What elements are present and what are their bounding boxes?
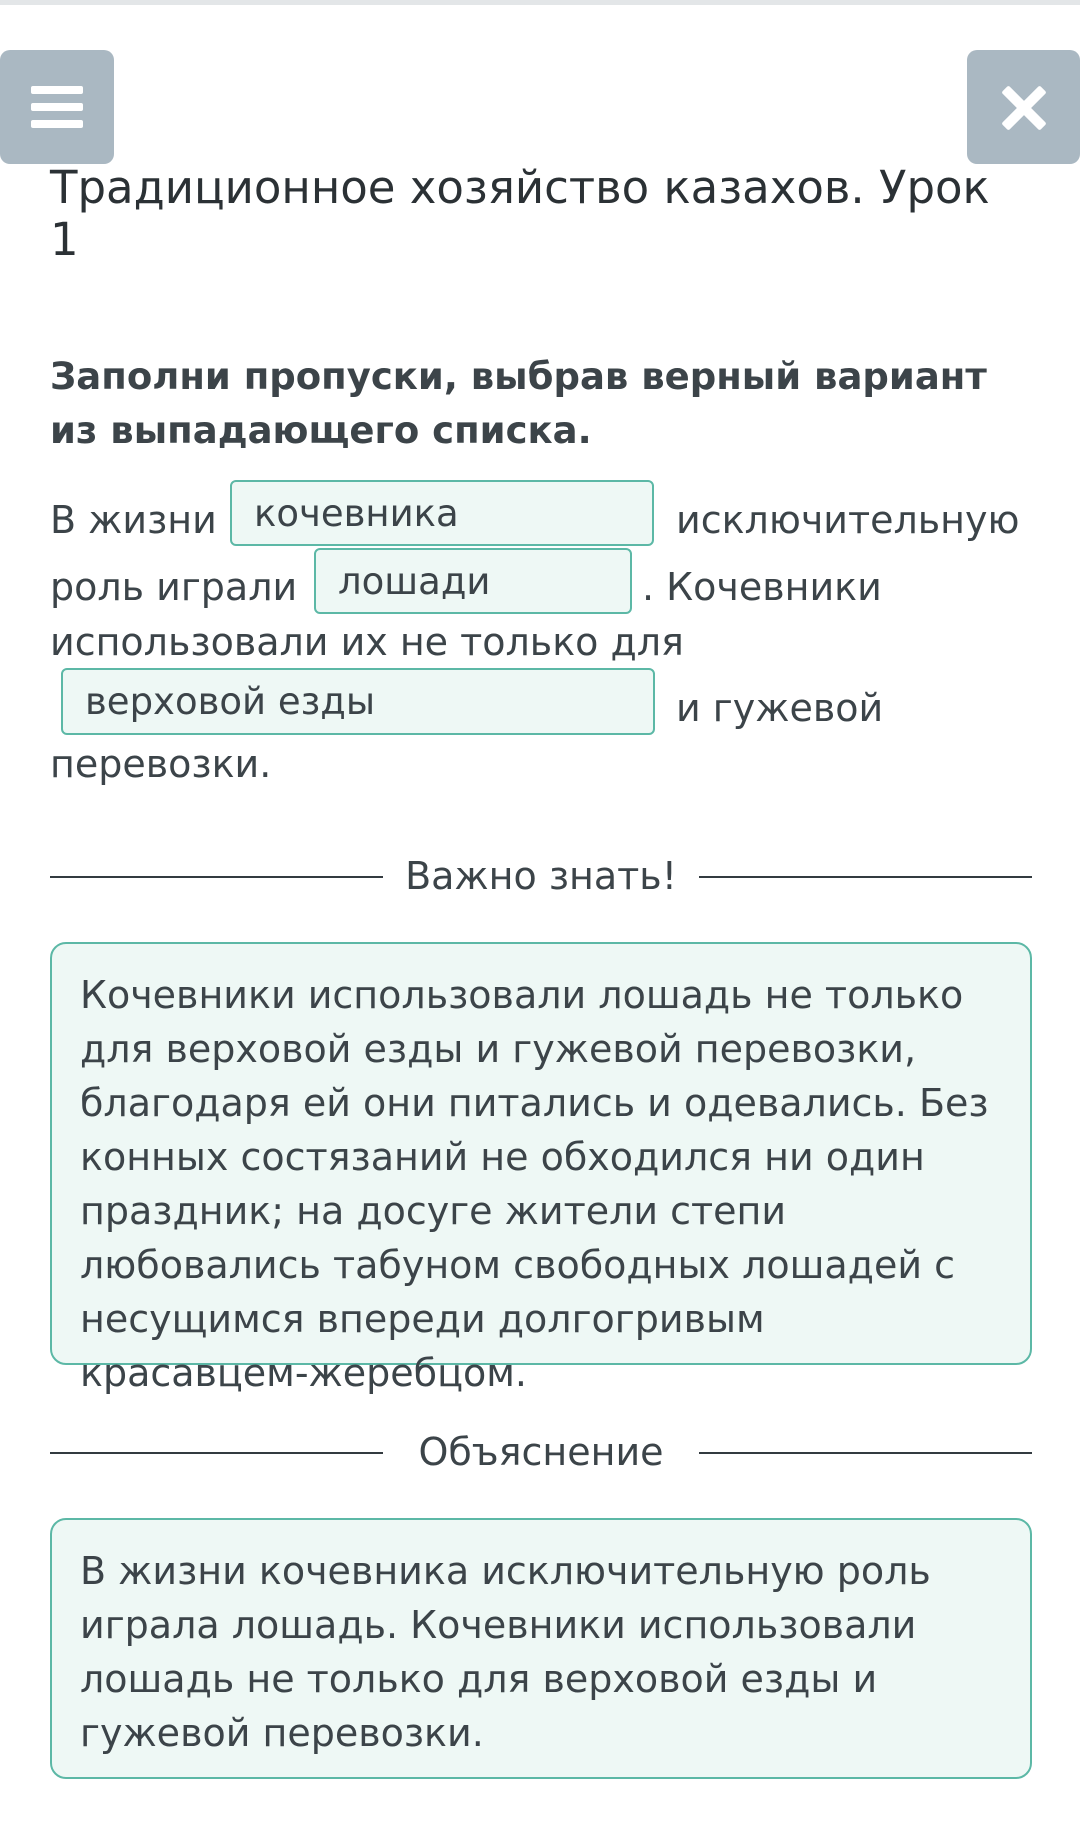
close-icon [1001,84,1047,130]
sentence-text-5: использовали их не только для [50,620,684,664]
divider-line-left [50,1452,383,1454]
sentence-text-4: . Кочевники [642,565,882,609]
sentence-text-7: перевозки. [50,742,272,786]
divider-line-right [699,1452,1032,1454]
page-title: Традиционное хозяйство казахов. Урок 1 [50,161,990,266]
sentence-text-2: исключительную [676,498,1020,542]
explanation-divider [50,1428,1032,1476]
divider-line-right [699,876,1032,878]
top-border [0,0,1080,5]
important-heading: Важно знать! [405,854,677,898]
explanation-heading: Объяснение [418,1430,664,1474]
explanation-box [50,1518,1032,1779]
close-button[interactable] [967,50,1080,164]
menu-button[interactable] [0,50,114,164]
hamburger-menu-icon [31,86,83,128]
important-text: Кочевники использовали лошадь не только для верховой езды и гужевой перевозки, благодаря ей они питались и одевались. Без конных состязаний не обходился ни один праздник; на досуге жители степи любовались табуном свободных лошадей с несущимся впереди долгогривым красавцем-жеребцом. [80,973,989,1395]
divider-line-left [50,876,383,878]
blank-dropdown-1[interactable]: кочевника [230,480,654,546]
blank-dropdown-2[interactable]: лошади [314,548,632,614]
sentence-text-1: В жизни [50,498,217,542]
sentence-text-3: роль играли [50,565,298,609]
explanation-text: В жизни кочевника исключительную роль играла лошадь. Кочевники использовали лошадь не только для верховой езды и гужевой перевозки. [80,1549,931,1755]
important-box [50,942,1032,1395]
task-instruction: Заполни пропуски, выбрав верный вариант из выпадающего списка. [50,355,987,452]
important-divider [50,852,1032,900]
blank-dropdown-3[interactable]: верховой езды [61,668,655,735]
sentence-text-6: и гужевой [676,686,884,730]
